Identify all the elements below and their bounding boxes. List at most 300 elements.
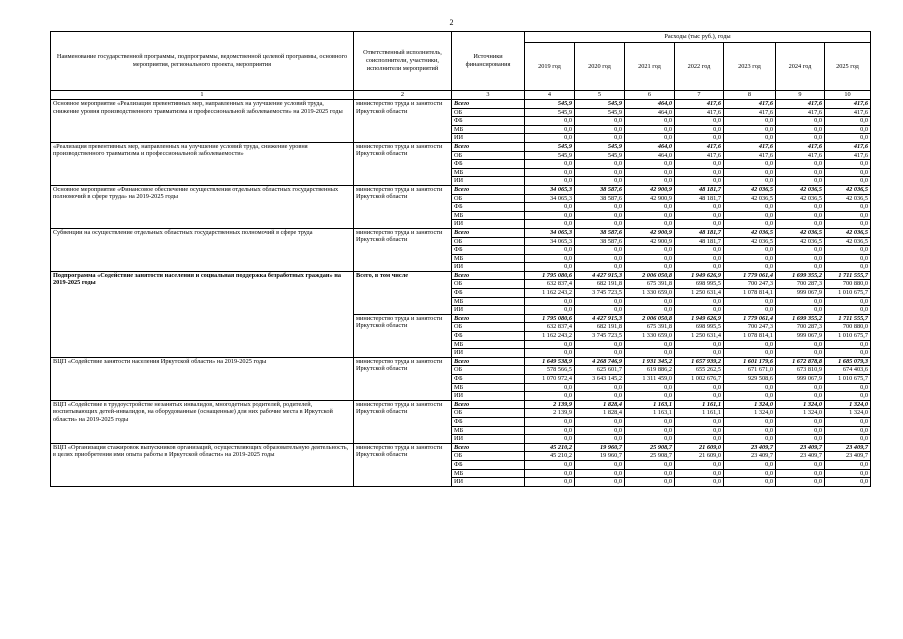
expense-value: 0,0 — [825, 417, 871, 426]
table-body — [51, 100, 871, 487]
expense-value: 0,0 — [575, 460, 625, 469]
expense-value: 1 002 676,7 — [675, 375, 724, 384]
expense-value: 0,0 — [625, 435, 675, 444]
expense-value: 545,9 — [525, 151, 575, 160]
expense-value: 0,0 — [625, 125, 675, 134]
expense-value: 417,6 — [825, 142, 871, 151]
expense-value: 0,0 — [724, 435, 776, 444]
expense-value: 0,0 — [525, 426, 575, 435]
funding-source: МБ — [452, 383, 525, 392]
expense-value: 0,0 — [724, 177, 776, 186]
header-row-top — [51, 32, 871, 43]
expense-value: 0,0 — [525, 383, 575, 392]
expense-value: 1 711 555,7 — [825, 271, 871, 280]
expense-value: 42 036,5 — [776, 228, 825, 237]
table-row — [51, 400, 871, 409]
funding-source: ФБ — [452, 203, 525, 212]
funding-source: ФБ — [452, 375, 525, 384]
expense-value: 0,0 — [575, 435, 625, 444]
funding-source: ОБ — [452, 108, 525, 117]
expense-value: 464,0 — [625, 142, 675, 151]
expense-value: 0,0 — [675, 426, 724, 435]
expense-value: 1 699 355,2 — [776, 314, 825, 323]
expense-value: 25 908,7 — [625, 452, 675, 461]
expense-value: 34 065,3 — [525, 194, 575, 203]
table-row — [51, 357, 871, 366]
expense-value: 1 711 555,7 — [825, 314, 871, 323]
expense-value: 1 795 080,6 — [525, 271, 575, 280]
column-number: 5 — [575, 91, 625, 100]
expense-value: 417,6 — [675, 142, 724, 151]
expense-value: 0,0 — [724, 134, 776, 143]
expense-value: 0,0 — [675, 306, 724, 315]
expense-value: 0,0 — [675, 263, 724, 272]
expense-value: 464,0 — [625, 100, 675, 109]
expense-value: 0,0 — [675, 168, 724, 177]
expense-value: 21 609,0 — [675, 443, 724, 452]
expense-value: 0,0 — [525, 125, 575, 134]
expense-value: 0,0 — [575, 203, 625, 212]
expense-value: 0,0 — [675, 349, 724, 358]
expense-value: 0,0 — [724, 340, 776, 349]
expense-value: 545,9 — [575, 100, 625, 109]
expense-value: 0,0 — [724, 263, 776, 272]
expense-value: 1 161,1 — [675, 409, 724, 418]
expense-value: 0,0 — [825, 340, 871, 349]
expense-value: 42 900,9 — [625, 228, 675, 237]
expense-value: 0,0 — [575, 426, 625, 435]
expense-value: 0,0 — [724, 160, 776, 169]
expense-value: 0,0 — [776, 263, 825, 272]
funding-source: ФБ — [452, 117, 525, 126]
expense-value: 0,0 — [776, 160, 825, 169]
header-year: 2024 год — [776, 43, 825, 91]
expense-value: 0,0 — [675, 246, 724, 255]
expense-value: 0,0 — [525, 117, 575, 126]
funding-source: МБ — [452, 125, 525, 134]
funding-source: ИИ — [452, 306, 525, 315]
expense-value: 0,0 — [675, 435, 724, 444]
expense-value: 1 330 659,0 — [625, 289, 675, 298]
program-name: Субвенции на осуществление отдельных областных государственных полномочий в сфере труда — [51, 228, 354, 271]
expense-value: 0,0 — [825, 349, 871, 358]
expense-value: 0,0 — [675, 254, 724, 263]
expense-value: 0,0 — [625, 469, 675, 478]
expense-value: 698 995,5 — [675, 323, 724, 332]
column-number: 8 — [724, 91, 776, 100]
expense-value: 700 287,3 — [776, 323, 825, 332]
expense-value: 42 036,5 — [825, 237, 871, 246]
program-name: ВЦП «Организация стажировок выпускников организаций, осуществляющих образовательную деятельность, в целях приобретения ими опыта работы в Иркутской области» на 2019-2025 годы — [51, 443, 354, 486]
expense-value: 0,0 — [724, 220, 776, 229]
expense-value: 48 181,7 — [675, 237, 724, 246]
expense-value: 1 311 459,0 — [625, 375, 675, 384]
expense-value: 999 067,9 — [776, 332, 825, 341]
expense-value: 38 587,6 — [575, 237, 625, 246]
expense-value: 417,6 — [724, 142, 776, 151]
program-name: ВЦП «Содействие в трудоустройстве незанятых инвалидов, многодетных родителей, родителей, воспитывающих детей-инвалидов, на оборудованные (оснащенные) для них рабочие места в Иркутской области» на 2019-2025 годы — [51, 400, 354, 443]
expense-value: 0,0 — [724, 211, 776, 220]
funding-source: МБ — [452, 297, 525, 306]
funding-source: ФБ — [452, 332, 525, 341]
expense-value: 0,0 — [776, 134, 825, 143]
expense-value: 0,0 — [825, 134, 871, 143]
funding-source: ФБ — [452, 246, 525, 255]
expense-value: 42 036,5 — [825, 185, 871, 194]
funding-source: ОБ — [452, 194, 525, 203]
header-source: Источники финансирования — [452, 32, 525, 91]
expense-value: 23 409,7 — [825, 443, 871, 452]
expense-value: 417,6 — [825, 151, 871, 160]
expense-value: 1 250 631,4 — [675, 289, 724, 298]
expense-value: 0,0 — [724, 417, 776, 426]
funding-source: Всего — [452, 100, 525, 109]
expense-value: 23 409,7 — [724, 452, 776, 461]
expense-value: 0,0 — [625, 177, 675, 186]
expense-value: 0,0 — [675, 392, 724, 401]
expense-value: 0,0 — [776, 211, 825, 220]
expense-value: 0,0 — [825, 435, 871, 444]
expense-value: 417,6 — [776, 108, 825, 117]
program-name: «Реализация превентивных мер, направленных на улучшение условий труда, снижение уровня производственного травматизма и профессиональной заболеваемости» — [51, 142, 354, 185]
expense-value: 0,0 — [625, 340, 675, 349]
expense-value: 417,6 — [825, 100, 871, 109]
expense-value: 34 065,3 — [525, 237, 575, 246]
expense-value: 674 403,6 — [825, 366, 871, 375]
expense-value: 0,0 — [724, 426, 776, 435]
expense-value: 0,0 — [776, 478, 825, 487]
table-row — [51, 271, 871, 280]
expense-value: 3 745 723,5 — [575, 332, 625, 341]
funding-source: Всего — [452, 314, 525, 323]
expense-value: 0,0 — [724, 392, 776, 401]
expense-value: 1 163,1 — [625, 400, 675, 409]
expense-value: 23 409,7 — [825, 452, 871, 461]
expense-value: 0,0 — [675, 469, 724, 478]
expense-value: 0,0 — [525, 177, 575, 186]
expense-value: 0,0 — [776, 306, 825, 315]
expense-value: 48 181,7 — [675, 194, 724, 203]
expense-value: 0,0 — [724, 306, 776, 315]
expense-value: 0,0 — [724, 383, 776, 392]
expense-value: 42 900,9 — [625, 237, 675, 246]
expense-value: 700 287,3 — [776, 280, 825, 289]
funding-source: ИИ — [452, 435, 525, 444]
funding-source: Всего — [452, 357, 525, 366]
funding-source: ИИ — [452, 392, 525, 401]
expense-value: 0,0 — [776, 349, 825, 358]
expense-value: 0,0 — [525, 392, 575, 401]
expense-value: 545,9 — [575, 142, 625, 151]
expense-value: 0,0 — [575, 297, 625, 306]
expense-value: 0,0 — [675, 220, 724, 229]
expense-value: 1 324,0 — [825, 400, 871, 409]
expense-value: 0,0 — [776, 177, 825, 186]
expense-value: 0,0 — [625, 478, 675, 487]
funding-source: ФБ — [452, 160, 525, 169]
expense-value: 0,0 — [724, 168, 776, 177]
funding-source: ОБ — [452, 280, 525, 289]
expense-value: 0,0 — [625, 263, 675, 272]
responsible-executor: министерство труда и занятости Иркутской области — [354, 314, 452, 357]
expense-value: 0,0 — [675, 134, 724, 143]
expense-value: 48 181,7 — [675, 228, 724, 237]
expense-value: 1 795 080,6 — [525, 314, 575, 323]
expense-value: 1 161,1 — [675, 400, 724, 409]
funding-source: Всего — [452, 142, 525, 151]
funding-source: МБ — [452, 211, 525, 220]
expense-value: 0,0 — [825, 220, 871, 229]
expense-value: 38 587,6 — [575, 194, 625, 203]
expense-value: 1 779 061,4 — [724, 314, 776, 323]
expense-value: 673 810,9 — [776, 366, 825, 375]
expense-value: 0,0 — [625, 203, 675, 212]
expense-value: 464,0 — [625, 108, 675, 117]
header-name: Наименование государственной программы, подпрограммы, ведомственной целевой программы, основного мероприятия, регионального проекта, мероприятия — [51, 32, 354, 91]
funding-source: ОБ — [452, 151, 525, 160]
expense-value: 34 065,3 — [525, 185, 575, 194]
page-number: 2 — [449, 18, 454, 27]
expense-value: 0,0 — [525, 203, 575, 212]
expense-value: 0,0 — [625, 211, 675, 220]
expense-value: 0,0 — [575, 211, 625, 220]
expense-value: 0,0 — [525, 306, 575, 315]
expense-value: 417,6 — [776, 100, 825, 109]
expense-value: 0,0 — [776, 254, 825, 263]
expense-value: 1 949 626,9 — [675, 271, 724, 280]
funding-source: ИИ — [452, 134, 525, 143]
table-row — [51, 185, 871, 194]
expense-value: 4 427 915,3 — [575, 271, 625, 280]
expense-value: 21 609,0 — [675, 452, 724, 461]
expense-value: 545,9 — [575, 108, 625, 117]
funding-source: ФБ — [452, 460, 525, 469]
column-number: 7 — [675, 91, 724, 100]
expense-value: 1 601 179,6 — [724, 357, 776, 366]
expense-value: 0,0 — [776, 469, 825, 478]
expense-value: 0,0 — [724, 469, 776, 478]
expense-value: 0,0 — [525, 168, 575, 177]
expense-value: 0,0 — [625, 160, 675, 169]
expense-value: 0,0 — [776, 125, 825, 134]
expense-value: 0,0 — [675, 460, 724, 469]
expense-value: 0,0 — [675, 117, 724, 126]
expense-value: 417,6 — [776, 142, 825, 151]
funding-source: ОБ — [452, 452, 525, 461]
program-name: Основное мероприятие «Финансовое обеспечение осуществления отдельных областных государственных полномочий в сфере труда» на 2019-2025 годы — [51, 185, 354, 228]
expense-value: 34 065,3 — [525, 228, 575, 237]
responsible-executor: Всего, в том числе — [354, 271, 452, 314]
expense-value: 0,0 — [575, 392, 625, 401]
funding-source: ОБ — [452, 323, 525, 332]
expense-value: 0,0 — [675, 297, 724, 306]
responsible-executor: министерство труда и занятости Иркутской области — [354, 400, 452, 443]
expense-value: 929 508,6 — [724, 375, 776, 384]
expense-value: 3 745 723,5 — [575, 289, 625, 298]
expense-value: 23 409,7 — [724, 443, 776, 452]
expense-value: 0,0 — [575, 417, 625, 426]
expense-value: 0,0 — [776, 168, 825, 177]
expense-value: 417,6 — [675, 108, 724, 117]
expense-value: 625 601,7 — [575, 366, 625, 375]
funding-source: ФБ — [452, 417, 525, 426]
expense-value: 1 685 079,3 — [825, 357, 871, 366]
expense-value: 0,0 — [575, 469, 625, 478]
expense-value: 0,0 — [525, 134, 575, 143]
expense-value: 42 900,9 — [625, 185, 675, 194]
expense-value: 0,0 — [525, 254, 575, 263]
expense-value: 0,0 — [724, 246, 776, 255]
expense-value: 0,0 — [675, 417, 724, 426]
expense-value: 0,0 — [675, 383, 724, 392]
expense-value: 0,0 — [575, 254, 625, 263]
expense-value: 0,0 — [625, 297, 675, 306]
expense-value: 0,0 — [724, 460, 776, 469]
expense-value: 0,0 — [825, 211, 871, 220]
column-numbers-row — [51, 91, 871, 100]
funding-source: ОБ — [452, 237, 525, 246]
expense-value: 1 649 538,9 — [525, 357, 575, 366]
expense-value: 545,9 — [525, 100, 575, 109]
expense-value: 0,0 — [625, 417, 675, 426]
expense-value: 0,0 — [825, 460, 871, 469]
expense-value: 45 210,2 — [525, 443, 575, 452]
expense-value: 0,0 — [575, 349, 625, 358]
expense-value: 999 067,9 — [776, 289, 825, 298]
expense-value: 0,0 — [625, 460, 675, 469]
expense-value: 0,0 — [525, 478, 575, 487]
expense-value: 0,0 — [575, 134, 625, 143]
expense-value: 0,0 — [625, 220, 675, 229]
expense-value: 0,0 — [776, 383, 825, 392]
expense-value: 48 181,7 — [675, 185, 724, 194]
expense-value: 1 931 345,2 — [625, 357, 675, 366]
funding-source: Всего — [452, 400, 525, 409]
expense-value: 45 210,2 — [525, 452, 575, 461]
expense-value: 0,0 — [525, 469, 575, 478]
expense-value: 1 324,0 — [724, 400, 776, 409]
column-number: 3 — [452, 91, 525, 100]
expense-value: 632 837,4 — [525, 280, 575, 289]
funding-source: ИИ — [452, 263, 525, 272]
expense-value: 0,0 — [575, 220, 625, 229]
expense-value: 0,0 — [675, 177, 724, 186]
expense-value: 0,0 — [825, 426, 871, 435]
expense-value: 42 036,5 — [825, 228, 871, 237]
expense-value: 0,0 — [776, 435, 825, 444]
expense-value: 0,0 — [625, 117, 675, 126]
expense-value: 0,0 — [575, 117, 625, 126]
expense-value: 700 247,3 — [724, 323, 776, 332]
expense-value: 675 391,8 — [625, 323, 675, 332]
expense-value: 2 006 050,8 — [625, 271, 675, 280]
expense-value: 3 643 145,2 — [575, 375, 625, 384]
expense-value: 2 139,9 — [525, 400, 575, 409]
expense-value: 417,6 — [825, 108, 871, 117]
funding-source: Всего — [452, 185, 525, 194]
header-year: 2022 год — [675, 43, 724, 91]
expense-value: 42 036,5 — [825, 194, 871, 203]
funding-source: МБ — [452, 469, 525, 478]
expense-value: 42 036,5 — [776, 194, 825, 203]
expense-value: 0,0 — [575, 246, 625, 255]
expense-value: 38 587,6 — [575, 228, 625, 237]
expense-value: 0,0 — [625, 426, 675, 435]
expense-value: 1 163,1 — [625, 409, 675, 418]
expense-value: 1 070 972,4 — [525, 375, 575, 384]
funding-source: ИИ — [452, 349, 525, 358]
table-row — [51, 228, 871, 237]
expense-value: 0,0 — [575, 383, 625, 392]
expense-value: 0,0 — [825, 392, 871, 401]
table-row — [51, 100, 871, 109]
program-name: Основное мероприятие «Реализация превентивных мер, направленных на улучшение условий труда, снижение уровня производственного травматизма и профессиональной заболеваемости» на 2019-2025 годы — [51, 100, 354, 143]
expense-value: 619 886,2 — [625, 366, 675, 375]
expense-value: 1 699 355,2 — [776, 271, 825, 280]
expense-value: 0,0 — [525, 435, 575, 444]
expense-value: 0,0 — [625, 349, 675, 358]
header-year: 2019 год — [525, 43, 575, 91]
expense-value: 42 036,5 — [724, 185, 776, 194]
expense-value: 0,0 — [825, 125, 871, 134]
expense-value: 0,0 — [825, 203, 871, 212]
column-number: 1 — [51, 91, 354, 100]
funding-source: Всего — [452, 271, 525, 280]
expense-value: 0,0 — [525, 220, 575, 229]
expense-value: 682 191,8 — [575, 280, 625, 289]
expense-value: 1 250 631,4 — [675, 332, 724, 341]
expense-value: 0,0 — [675, 125, 724, 134]
column-number: 9 — [776, 91, 825, 100]
table-row — [51, 443, 871, 452]
expense-value: 0,0 — [525, 349, 575, 358]
expense-value: 0,0 — [575, 306, 625, 315]
expense-value: 0,0 — [724, 297, 776, 306]
expense-value: 417,6 — [724, 151, 776, 160]
funding-source: ОБ — [452, 409, 525, 418]
expense-value: 0,0 — [525, 263, 575, 272]
expense-value: 0,0 — [776, 297, 825, 306]
expense-value: 1 010 675,7 — [825, 332, 871, 341]
expense-value: 0,0 — [575, 263, 625, 272]
expense-value: 698 995,5 — [675, 280, 724, 289]
header-responsible: Ответственный исполнитель, соисполнители, участники, исполнители мероприятий — [354, 32, 452, 91]
funding-source: МБ — [452, 168, 525, 177]
expense-value: 0,0 — [825, 306, 871, 315]
expense-value: 545,9 — [525, 108, 575, 117]
expense-value: 1 324,0 — [776, 400, 825, 409]
header-year: 2020 год — [575, 43, 625, 91]
expense-value: 0,0 — [675, 203, 724, 212]
expense-value: 1 162 243,2 — [525, 332, 575, 341]
expense-value: 0,0 — [675, 211, 724, 220]
expense-value: 700 880,0 — [825, 323, 871, 332]
expense-value: 0,0 — [525, 211, 575, 220]
header-expenses: Расходы (тыс руб.), годы — [525, 32, 871, 43]
expense-value: 1 078 814,1 — [724, 289, 776, 298]
expense-value: 0,0 — [776, 220, 825, 229]
expense-value: 999 067,9 — [776, 375, 825, 384]
responsible-executor: министерство труда и занятости Иркутской области — [354, 142, 452, 185]
expense-value: 42 036,5 — [724, 228, 776, 237]
program-name: ВЦП «Содействие занятости населения Иркутской области» на 2019-2025 годы — [51, 357, 354, 400]
funding-source: Всего — [452, 228, 525, 237]
responsible-executor: министерство труда и занятости Иркутской области — [354, 185, 452, 228]
expense-value: 4 268 746,9 — [575, 357, 625, 366]
funding-source: ИИ — [452, 478, 525, 487]
expense-value: 38 587,6 — [575, 185, 625, 194]
expense-value: 0,0 — [776, 203, 825, 212]
